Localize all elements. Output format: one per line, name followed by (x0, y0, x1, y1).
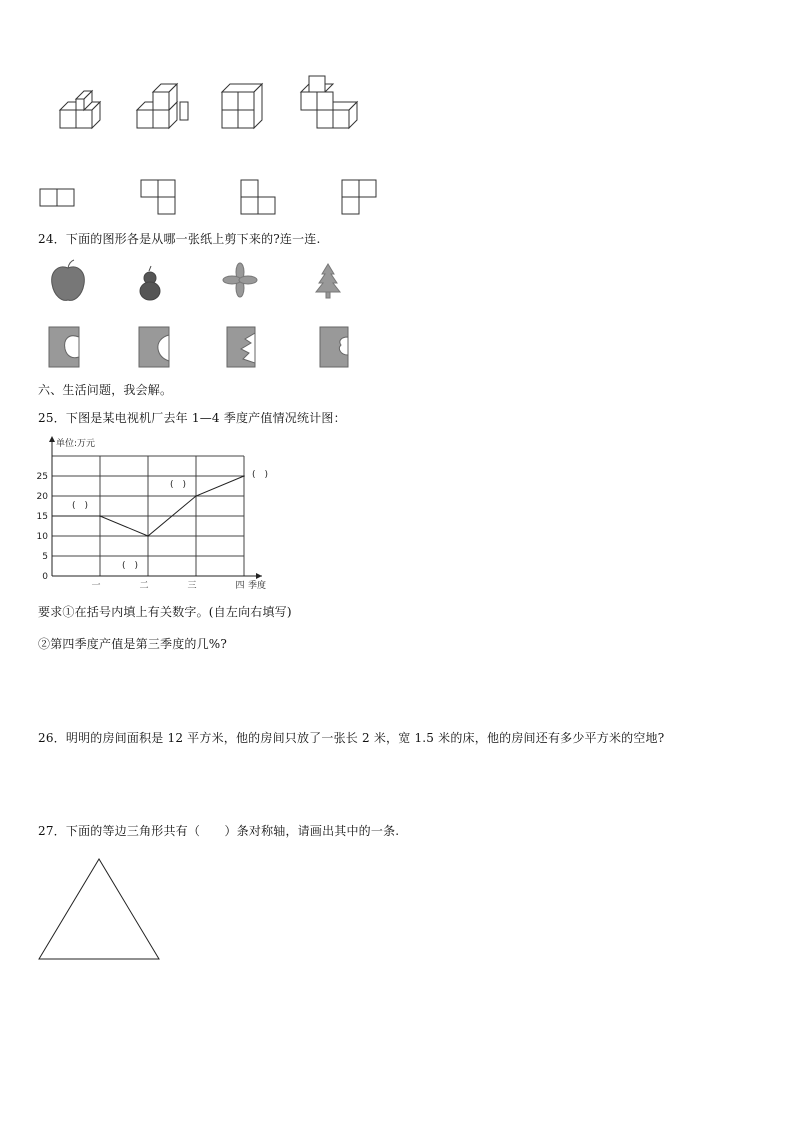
top-view-row (38, 178, 383, 218)
question-24: 24．下面的图形各是从哪一张纸上剪下来的?连一连. (38, 232, 321, 246)
apple-shape (52, 260, 85, 300)
top-view-2 (141, 180, 175, 214)
flower-shape (223, 263, 257, 297)
paper-2 (139, 327, 169, 367)
y-tick-label: 25 (36, 472, 48, 482)
paper-pieces-row (45, 323, 365, 373)
q25-requirement-1: 要求①在括号内填上有关数字。(自左向右填写) (38, 605, 292, 619)
y-tick-label: 20 (36, 492, 48, 502)
question-25: 25．下图是某电视机厂去年 1—4 季度产值情况统计图： (38, 411, 346, 425)
question-27: 27．下面的等边三角形共有（ ）条对称轴，请画出其中的一条. (38, 824, 400, 838)
top-view-1 (40, 189, 74, 206)
data-point (243, 475, 245, 477)
x-tick-label: 三 (187, 581, 197, 591)
cube-figure-1 (60, 91, 100, 128)
quarterly-output-chart (30, 432, 270, 592)
section-6-heading: 六、生活问题，我会解。 (38, 383, 173, 397)
top-view-3 (241, 180, 275, 214)
equilateral-triangle (36, 855, 164, 965)
y-tick-label: 0 (42, 572, 48, 582)
cube-figure-4 (301, 76, 357, 128)
paper-1 (49, 327, 79, 367)
cutout-shapes-row (40, 258, 370, 308)
tree-shape (316, 264, 340, 298)
point-label-blank: ( ) (121, 561, 139, 571)
q25-requirement-2: ②第四季度产值是第三季度的几%? (38, 637, 228, 651)
point-label-blank: ( ) (71, 501, 89, 511)
x-tick-label: 一 (91, 581, 101, 591)
y-tick-label: 15 (36, 512, 48, 522)
y-tick-label: 5 (42, 552, 48, 562)
cube-figure-3 (222, 84, 262, 128)
point-label-blank: ( ) (169, 480, 187, 490)
x-tick-label: 四 (235, 581, 245, 591)
data-point (195, 495, 197, 497)
y-axis-arrow (49, 436, 55, 442)
x-axis-label: 季度 (248, 581, 267, 591)
point-label-blank: ( ) (251, 470, 269, 480)
cube-views-row (40, 75, 370, 135)
paper-3 (227, 327, 255, 367)
x-axis-arrow (256, 573, 262, 579)
data-point (147, 535, 149, 537)
paper-4 (320, 327, 348, 367)
top-view-4 (342, 180, 376, 214)
cube-figure-2 (137, 84, 188, 128)
question-26: 26．明明的房间面积是 12 平方米，他的房间只放了一张长 2 米，宽 1.5 米的床，他的房间还有多少平方米的空地? (38, 731, 665, 745)
gourd-shape (140, 266, 160, 300)
x-tick-label: 二 (139, 581, 149, 591)
y-tick-label: 10 (36, 532, 48, 542)
data-point (99, 515, 101, 517)
y-axis-label: 单位:万元 (56, 439, 96, 449)
